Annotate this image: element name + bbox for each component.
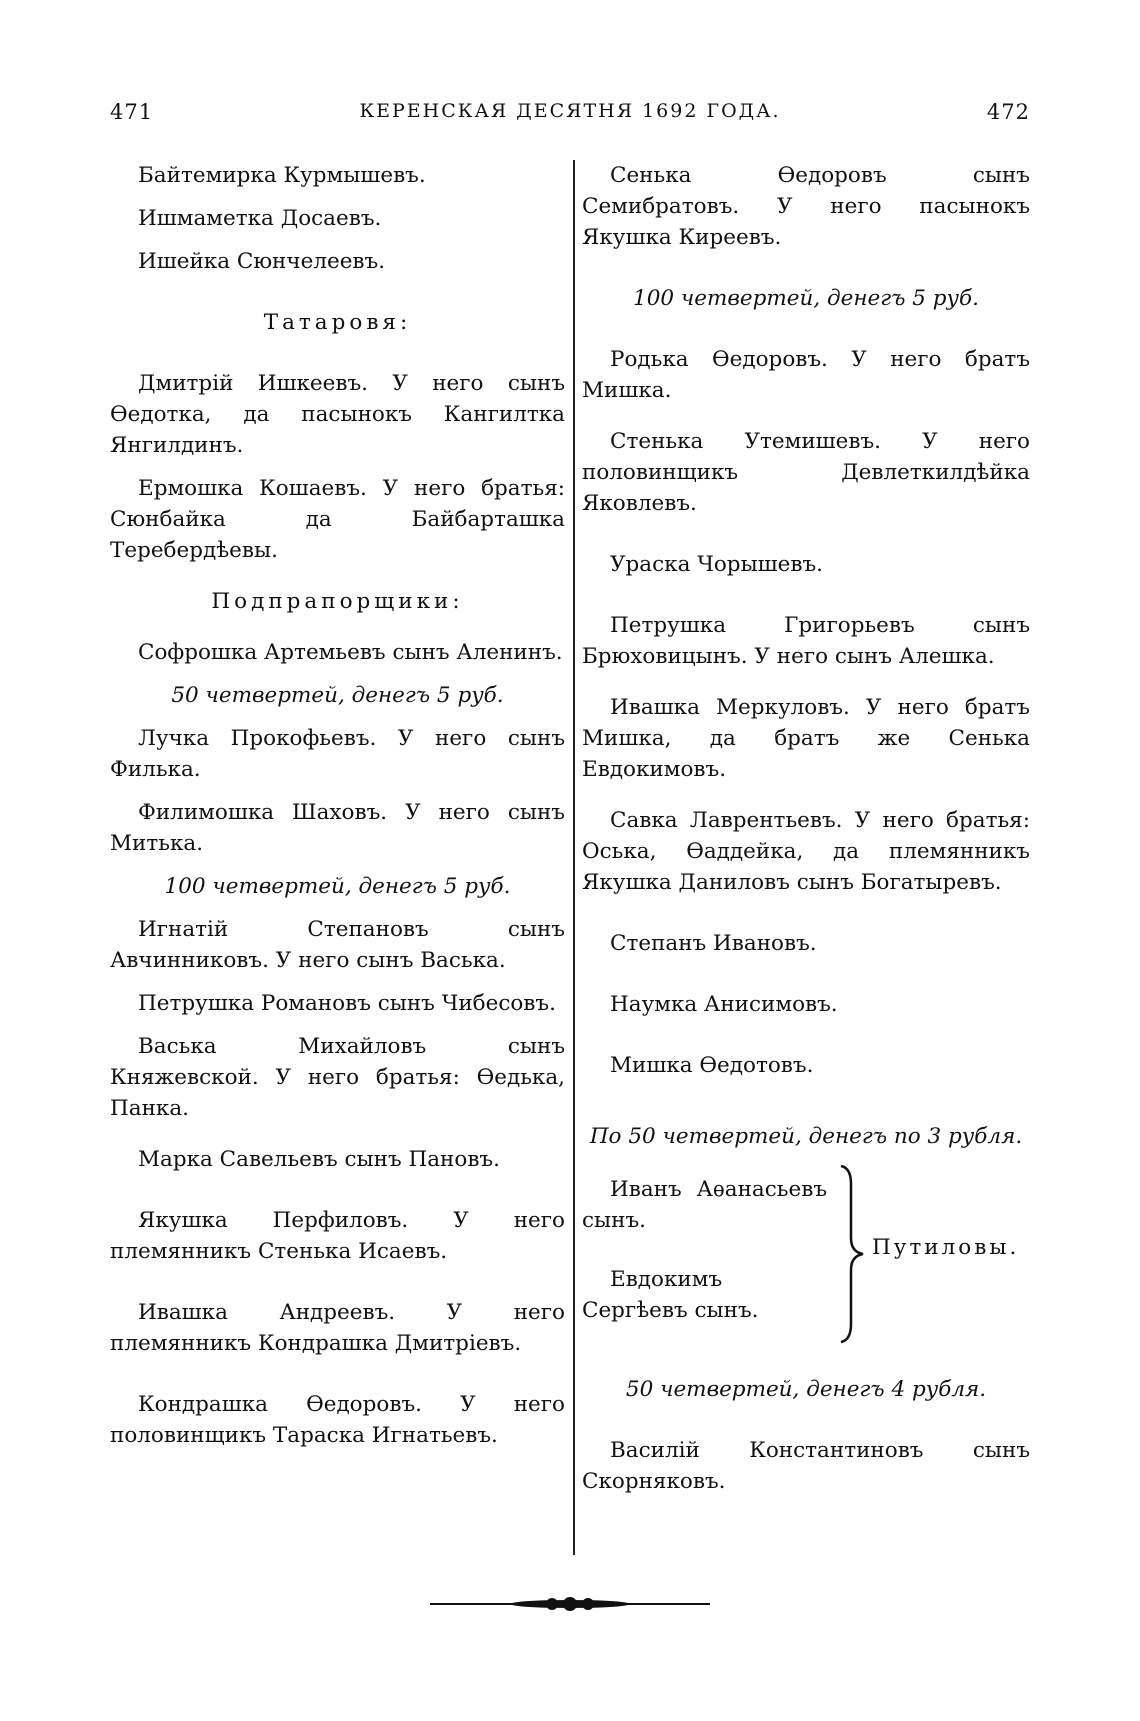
left-column [110,160,565,1451]
entry: Петрушка Григорьевъ сынъ Брюховицынъ. У него сынъ Алешка. [582,613,1030,669]
entry: Евдокимъ Сергѣевъ сынъ. [582,1267,759,1323]
section-heading: Подпрапорщики: [211,589,464,614]
ornament-rule-icon [430,1592,710,1616]
entry: Васька Михайловъ сынъ Княжевской. У него братья: Ѳедька, Панка. [110,1034,565,1121]
entry: Лучка Прокофьевъ. У него сынъ Филька. [110,726,565,782]
entry: Ермошка Кошаевъ. У него братья: Сюнбайка да Байбарташка Теребердѣевы. [110,476,565,563]
allotment-note: 50 четвертей, денегъ 4 рубля. [625,1377,987,1402]
running-title: КЕРЕНСКАЯ ДЕСЯТНЯ 1692 ГОДА. [359,100,781,122]
entry: Мишка Ѳедотовъ. [610,1053,814,1078]
curly-brace-icon [837,1164,867,1344]
entry: Степанъ Ивановъ. [610,931,817,956]
entry: Наумка Анисимовъ. [610,992,838,1017]
allotment-note: 100 четвертей, денегъ 5 руб. [633,286,979,311]
group-surname: Путиловы. [872,1235,1020,1260]
page-number-right: 472 [986,100,1030,124]
entry: Байтемирка Курмышевъ. [138,163,426,188]
section-heading: Татаровя: [263,310,412,335]
allotment-note: 100 четвертей, денегъ 5 руб. [164,874,511,899]
entry: Василій Константиновъ сынъ Скорняковъ. [582,1438,1030,1494]
entry: Игнатій Степановъ сынъ Авчинниковъ. У него сынъ Васька. [110,917,565,973]
entry: Ишмаметка Досаевъ. [138,206,382,231]
entry: Стенька Утемишевъ. У него половинщикъ Девлеткилдѣйка Яковлевъ. [582,429,1030,516]
entry: Ураска Чорышевъ. [610,552,824,577]
page-number-left: 471 [110,100,154,124]
entry: Марка Савельевъ сынъ Пановъ. [138,1147,500,1172]
entry: Родька Ѳедоровъ. У него братъ Мишка. [582,347,1030,403]
entry: Ивашка Меркуловъ. У него братъ Мишка, да братъ же Сенька Евдокимовъ. [582,695,1030,782]
entry: Петрушка Романовъ сынъ Чибесовъ. [138,991,556,1016]
right-column [582,160,1030,1497]
putilov-brothers-group [582,1164,1030,1354]
entry: Савка Лаврентьевъ. У него братья: Оська, Ѳаддейка, да племянникъ Якушка Даниловъ сынъ Богатыревъ. [582,808,1030,895]
entry: Якушка Перфиловъ. У него племянникъ Стенька Исаевъ. [110,1208,565,1264]
entry: Кондрашка Ѳедоровъ. У него половинщикъ Тараска Игнатьевъ. [110,1392,565,1448]
entry: Дмитрій Ишкеевъ. У него сынъ Ѳедотка, да пасынокъ Кангилтка Янгилдинъ. [110,371,565,458]
entry: Ишейка Сюнчелеевъ. [138,249,386,274]
allotment-note: По 50 четвертей, денегъ по 3 рубля. [589,1124,1023,1149]
column-divider [573,160,575,1555]
entry: Софрошка Артемьевъ сынъ Аленинъ. [138,640,563,665]
entry: Филимошка Шаховъ. У него сынъ Митька. [110,800,565,856]
allotment-note: 50 четвертей, денегъ 5 руб. [171,683,504,708]
entry: Сенька Ѳедоровъ сынъ Семибратовъ. У него пасынокъ Якушка Киреевъ. [582,163,1030,250]
entry: Ивашка Андреевъ. У него племянникъ Кондрашка Дмитріевъ. [110,1300,565,1356]
entry: Иванъ Аѳанасьевъ сынъ. [582,1177,827,1233]
running-header [110,100,1030,130]
